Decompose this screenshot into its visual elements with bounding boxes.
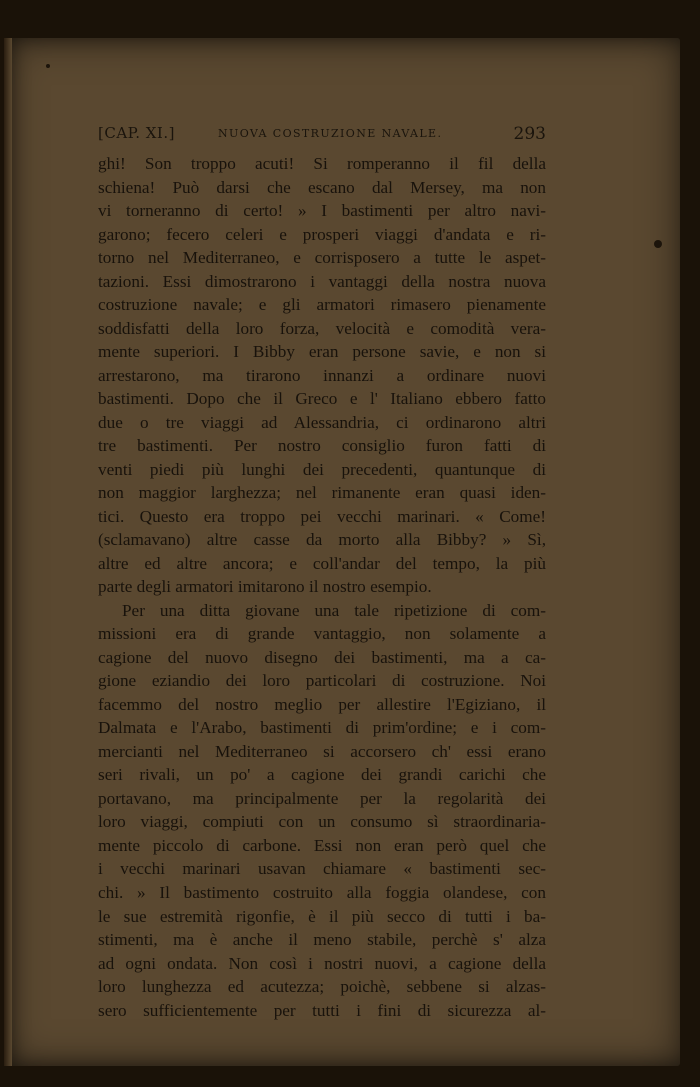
page-number: 293 xyxy=(513,124,546,144)
text-line: Per una ditta giovane una tale ripetizione di com- xyxy=(122,600,546,620)
text-line: le sue estremità rigonfie, è il più secco di tutti i ba- xyxy=(98,906,546,926)
text-line: seri rivali, un po' a cagione dei grandi carichi che xyxy=(98,765,546,785)
text-line: portavano, ma principalmente per la regolarità dei xyxy=(98,788,546,808)
text-line: non maggior larghezza; nel rimanente eran quasi iden- xyxy=(98,483,546,503)
text-line: chi. » Il bastimento costruito alla foggia olandese, con xyxy=(98,882,546,902)
text-line: schiena! Può darsi che escano dal Mersey, ma non xyxy=(98,177,546,197)
text-line: gione eziandio dei loro particolari di costruzione. Noi xyxy=(98,671,546,691)
body-text xyxy=(98,152,546,1022)
text-line: altre ed altre ancora; e coll'andar del tempo, la più xyxy=(98,553,546,573)
text-line: tazioni. Essi dimostrarono i vantaggi della nostra nuova xyxy=(98,271,546,291)
text-line: torno nel Mediterraneo, e corrisposero a tutte le aspet- xyxy=(98,248,546,268)
text-line: venti piedi più lunghi dei precedenti, quantunque di xyxy=(98,459,546,479)
text-line: loro viaggi, compiuti con un consumo sì straordinaria- xyxy=(98,812,546,832)
text-line: tici. Questo era troppo pei vecchi marinari. « Come! xyxy=(98,506,546,526)
text-line: tre bastimenti. Per nostro consiglio furon fatti di xyxy=(98,436,546,456)
text-line: sero sufficientemente per tutti i fini di sicurezza al- xyxy=(98,1000,546,1020)
text-line: garono; fecero celeri e prosperi viaggi d'andata e ri- xyxy=(98,224,546,244)
text-line: soddisfatti della loro forza, velocità e comodità vera- xyxy=(98,318,546,338)
text-line: loro lunghezza ed acutezza; poichè, sebbene si alzas- xyxy=(98,977,546,997)
text-line: mente piccolo di carbone. Essi non eran però quel che xyxy=(98,835,546,855)
text-line: bastimenti. Dopo che il Greco e l' Italiano ebbero fatto xyxy=(98,389,546,409)
ink-spot xyxy=(46,64,50,68)
text-line: missioni era di grande vantaggio, non solamente a xyxy=(98,624,546,644)
text-line: facemmo del nostro meglio per allestire l'Egiziano, il xyxy=(98,694,546,714)
text-line: (sclamavano) altre casse da morto alla Bibby? » Sì, xyxy=(98,530,546,550)
page-binding-edge xyxy=(4,38,12,1066)
text-line: arrestarono, ma tirarono innanzi a ordinare nuovi xyxy=(98,365,546,385)
chapter-label: [CAP. XI.] xyxy=(98,124,175,142)
text-line: vi torneranno di certo! » I bastimenti per altro navi- xyxy=(98,201,546,221)
text-line: mente superiori. I Bibby eran persone savie, e non si xyxy=(98,342,546,362)
text-line: ad ogni ondata. Non così i nostri nuovi, a cagione della xyxy=(98,953,546,973)
text-line: due o tre viaggi ad Alessandria, ci ordinarono altri xyxy=(98,412,546,432)
ink-spot xyxy=(654,240,662,248)
text-line: stimenti, ma è anche il meno stabile, perchè s' alza xyxy=(98,930,546,950)
running-title: NUOVA COSTRUZIONE NAVALE. xyxy=(218,127,443,140)
text-line: mercianti nel Mediterraneo si accorsero ch' essi erano xyxy=(98,741,546,761)
text-line: ghi! Son troppo acuti! Si romperanno il fil della xyxy=(98,154,546,173)
text-line: cagione del nuovo disegno dei bastimenti, ma a ca- xyxy=(98,647,546,667)
text-line: parte degli armatori imitarono il nostro esempio. xyxy=(98,577,432,597)
text-line: Dalmata e l'Arabo, bastimenti di prim'ordine; e i com- xyxy=(98,718,546,738)
running-header xyxy=(98,124,546,148)
text-line: i vecchi marinari usavan chiamare « bastimenti sec- xyxy=(98,859,546,879)
text-line: costruzione navale; e gli armatori rimasero pienamente xyxy=(98,295,546,315)
